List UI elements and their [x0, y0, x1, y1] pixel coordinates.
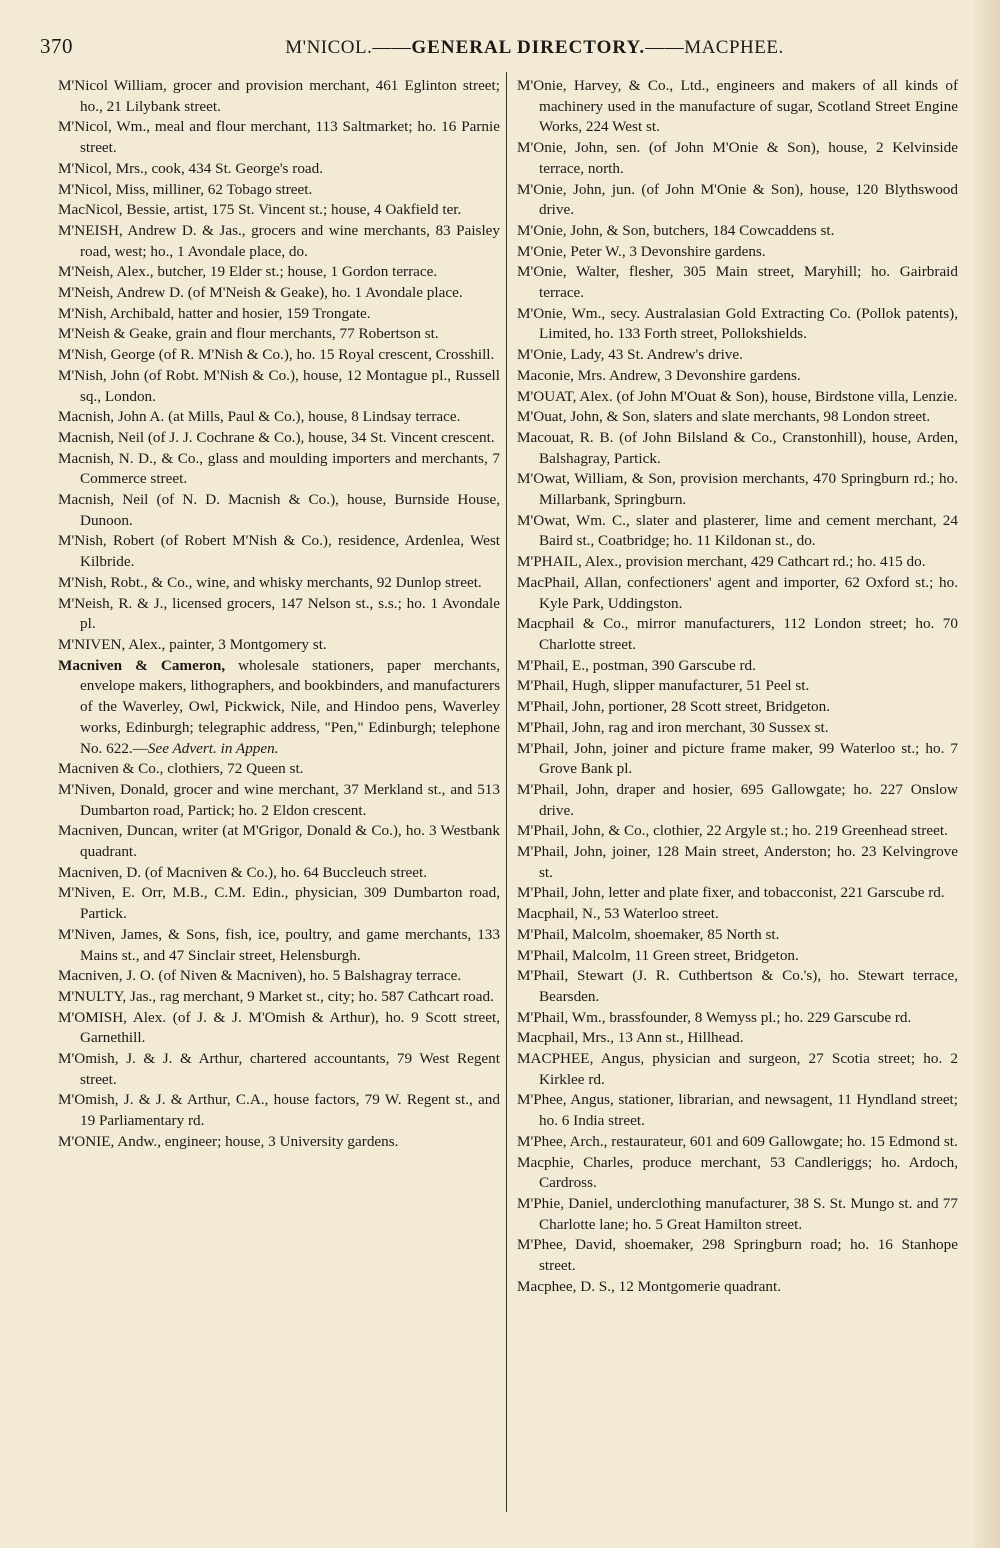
list-item: Macniven, D. (of Macniven & Co.), ho. 64 Buccleuch street.: [58, 863, 428, 881]
list-item: M'Phail, John, rag and iron merchant, 30 Sussex st.: [517, 718, 829, 736]
header-dash-1: ——: [372, 37, 412, 58]
list-item: M'Nish, Robert (of Robert M'Nish & Co.), residence, Ardenlea, West Kilbride.: [58, 532, 500, 571]
left-column: [58, 76, 500, 1153]
list-item: Macphail, Mrs., 13 Ann st., Hillhead.: [517, 1029, 744, 1047]
list-item: M'Owat, William, & Son, provision merchants, 470 Springburn rd.; ho. Millarbank, Springburn.: [517, 470, 958, 509]
list-item: M'Phail, E., postman, 390 Garscube rd.: [517, 656, 756, 674]
list-item: M'Onie, John, jun. (of John M'Onie & Son), house, 120 Blythswood drive.: [517, 180, 958, 219]
header-dash-2: ——: [645, 37, 685, 58]
advert-entry-see: See Advert. in Appen.: [147, 739, 279, 757]
list-item: Maconie, Mrs. Andrew, 3 Devonshire gardens.: [517, 366, 801, 384]
list-item: M'Phie, Daniel, underclothing manufacturer, 38 S. St. Mungo st. and 77 Charlotte lane; ho. 5 Great Hamilton street.: [517, 1194, 958, 1233]
list-item: M'Nicol William, grocer and provision merchant, 461 Eglinton street; ho., 21 Lilybank street.: [58, 77, 500, 115]
list-item: M'Phail, John, & Co., clothier, 22 Argyle st.; ho. 219 Greenhead street.: [517, 822, 948, 840]
list-item: M'Onie, Lady, 43 St. Andrew's drive.: [517, 346, 743, 364]
header-center: GENERAL DIRECTORY.: [411, 37, 646, 58]
list-item: M'Phail, John, draper and hosier, 695 Gallowgate; ho. 227 Onslow drive.: [517, 780, 958, 819]
list-item: M'Phail, Hugh, slipper manufacturer, 51 Peel st.: [517, 677, 810, 695]
list-item: M'Onie, Wm., secy. Australasian Gold Extracting Co. (Pollok patents), Limited, ho. 133 Forth street, Pollokshields.: [517, 304, 958, 343]
list-item: M'Phail, Wm., brassfounder, 8 Wemyss pl.; ho. 229 Garscube rd.: [517, 1008, 912, 1026]
list-item: M'Onie, Harvey, & Co., Ltd., engineers and makers of all kinds of machinery used in the manufacture of sugar, Scotland Street Engine Works, 224 West st.: [517, 77, 958, 136]
list-item: M'Neish, Alex., butcher, 19 Elder st.; house, 1 Gordon terrace.: [58, 263, 438, 281]
list-item: M'PHAIL, Alex., provision merchant, 429 Cathcart rd.; ho. 415 do.: [517, 553, 926, 571]
list-item: M'ONIE, Andw., engineer; house, 3 University gardens.: [58, 1132, 399, 1150]
list-item: M'Niven, James, & Sons, fish, ice, poultry, and game merchants, 133 Mains st., and 47 Sinclair street, Helensburgh.: [58, 925, 500, 964]
right-column: [517, 76, 958, 1297]
list-item: M'Onie, John, sen. (of John M'Onie & Son), house, 2 Kelvinside terrace, north.: [517, 139, 958, 177]
list-item: Macnish, Neil (of N. D. Macnish & Co.), house, Burnside House, Dunoon.: [58, 491, 500, 529]
list-item: M'OUAT, Alex. (of John M'Ouat & Son), house, Birdstone villa, Lenzie.: [517, 387, 958, 405]
page-edge-shadow: [974, 0, 1000, 1548]
list-item: M'Neish, R. & J., licensed grocers, 147 Nelson st., s.s.; ho. 1 Avondale pl.: [58, 594, 500, 633]
list-item: Macphee, D. S., 12 Montgomerie quadrant.: [517, 1277, 782, 1295]
list-item: M'Phail, John, letter and plate fixer, and tobacconist, 221 Garscube rd.: [517, 884, 945, 902]
list-item: M'Omish, J. & J. & Arthur, chartered accountants, 79 West Regent street.: [58, 1050, 500, 1088]
header-right-word: MACPHEE.: [684, 37, 784, 58]
list-item: M'NIVEN, Alex., painter, 3 Montgomery st.: [58, 635, 327, 653]
list-item: M'Nish, John (of Robt. M'Nish & Co.), house, 12 Montague pl., Russell sq., London.: [58, 366, 500, 405]
list-item: M'Onie, John, & Son, butchers, 184 Cowcaddens st.: [517, 221, 835, 239]
list-item: M'Omish, J. & J. & Arthur, C.A., house factors, 79 W. Regent st., and 19 Parliamentary rd.: [58, 1091, 500, 1130]
list-item: M'Phail, Malcolm, 11 Green street, Bridgeton.: [517, 946, 799, 964]
list-item: Macphail, N., 53 Waterloo street.: [517, 905, 719, 923]
list-item: M'Onie, Walter, flesher, 305 Main street, Maryhill; ho. Gairbraid terrace.: [517, 263, 958, 302]
list-item: M'Niven, E. Orr, M.B., C.M. Edin., physician, 309 Dumbarton road, Partick.: [58, 884, 500, 923]
list-item: M'Onie, Peter W., 3 Devonshire gardens.: [517, 242, 766, 260]
list-item: M'Phee, Angus, stationer, librarian, and newsagent, 11 Hyndland street; ho. 6 India street.: [517, 1091, 958, 1130]
list-item: M'Nish, Archibald, hatter and hosier, 159 Trongate.: [58, 304, 371, 322]
advert-entry-text: wholesale stationers, paper merchants, envelope makers, lithographers, and bookbinders, and manufacturers of the Waverley, Owl, Pickwick, Nile, and Hindoo pens, Waverley works, Edinburgh; telegraphic address, "Pen," Edinburgh; telephone No. 622.—: [80, 656, 500, 757]
list-item: Macphie, Charles, produce merchant, 53 Candleriggs; ho. Ardoch, Cardross.: [517, 1153, 958, 1192]
list-item: Macniven, Duncan, writer (at M'Grigor, Donald & Co.), ho. 3 Westbank quadrant.: [58, 822, 500, 861]
list-item: MacNicol, Bessie, artist, 175 St. Vincent st.; house, 4 Oakfield ter.: [58, 201, 462, 219]
list-item: M'Neish & Geake, grain and flour merchants, 77 Robertson st.: [58, 325, 439, 343]
list-item: M'Phail, Stewart (J. R. Cuthbertson & Co.'s), ho. Stewart terrace, Bearsden.: [517, 967, 958, 1005]
list-item: Macphail & Co., mirror manufacturers, 112 London street; ho. 70 Charlotte street.: [517, 615, 958, 653]
list-item: M'Neish, Andrew D. (of M'Neish & Geake), ho. 1 Avondale place.: [58, 284, 463, 302]
list-item: M'Phee, Arch., restaurateur, 601 and 609 Gallowgate; ho. 15 Edmond st.: [517, 1132, 958, 1150]
page-header: [40, 34, 960, 60]
advert-entry: [58, 656, 500, 760]
list-item: MacPhail, Allan, confectioners' agent and importer, 62 Oxford st.; ho. Kyle Park, Uddingston.: [517, 573, 958, 612]
list-item: M'NEISH, Andrew D. & Jas., grocers and wine merchants, 83 Paisley road, west; ho., 1 Avondale place, do.: [58, 221, 500, 260]
list-item: M'Nish, Robt., & Co., wine, and whisky merchants, 92 Dunlop street.: [58, 573, 482, 591]
page-number: 370: [40, 34, 73, 58]
list-item: M'Nish, George (of R. M'Nish & Co.), ho. 15 Royal crescent, Crosshill.: [58, 346, 495, 364]
list-item: M'Phail, Malcolm, shoemaker, 85 North st.: [517, 925, 780, 943]
list-item: M'Owat, Wm. C., slater and plasterer, lime and cement merchant, 24 Baird st., Coatbridge; ho. 11 Kildonan st., do.: [517, 511, 958, 550]
header-left-word: M'NICOL.: [285, 37, 373, 58]
list-item: M'Nicol, Mrs., cook, 434 St. George's road.: [58, 159, 324, 177]
list-item: Macniven & Co., clothiers, 72 Queen st.: [58, 760, 304, 778]
list-item: M'Phail, John, joiner and picture frame maker, 99 Waterloo st.; ho. 7 Grove Bank pl.: [517, 739, 958, 778]
list-item: M'Ouat, John, & Son, slaters and slate merchants, 98 London street.: [517, 408, 931, 426]
list-item: M'Niven, Donald, grocer and wine merchant, 37 Merkland st., and 513 Dumbarton road, Partick; ho. 2 Eldon crescent.: [58, 780, 500, 819]
list-item: MACPHEE, Angus, physician and surgeon, 27 Scotia street; ho. 2 Kirklee rd.: [517, 1050, 958, 1088]
list-item: Macouat, R. B. (of John Bilsland & Co., Cranstonhill), house, Arden, Balshagray, Partick.: [517, 428, 958, 467]
list-item: M'NULTY, Jas., rag merchant, 9 Market st., city; ho. 587 Cathcart road.: [58, 987, 494, 1005]
advert-entry-name: Macniven & Cameron,: [58, 656, 226, 674]
list-item: M'Phail, John, portioner, 28 Scott street, Bridgeton.: [517, 698, 831, 716]
list-item: M'Nicol, Miss, milliner, 62 Tobago street.: [58, 180, 313, 198]
running-title: [109, 37, 960, 59]
list-item: Macnish, John A. (at Mills, Paul & Co.), house, 8 Lindsay terrace.: [58, 408, 461, 426]
list-item: M'OMISH, Alex. (of J. & J. M'Omish & Arthur), ho. 9 Scott street, Garnethill.: [58, 1008, 500, 1047]
list-item: Macniven, J. O. (of Niven & Macniven), ho. 5 Balshagray terrace.: [58, 967, 462, 985]
list-item: M'Nicol, Wm., meal and flour merchant, 113 Saltmarket; ho. 16 Parnie street.: [58, 118, 500, 157]
list-item: Macnish, N. D., & Co., glass and moulding importers and merchants, 7 Commerce street.: [58, 449, 500, 488]
column-divider: [506, 72, 507, 1512]
list-item: M'Phee, David, shoemaker, 298 Springburn road; ho. 16 Stanhope street.: [517, 1236, 958, 1275]
list-item: Macnish, Neil (of J. J. Cochrane & Co.), house, 34 St. Vincent crescent.: [58, 428, 495, 446]
list-item: M'Phail, John, joiner, 128 Main street, Anderston; ho. 23 Kelvingrove st.: [517, 843, 958, 881]
